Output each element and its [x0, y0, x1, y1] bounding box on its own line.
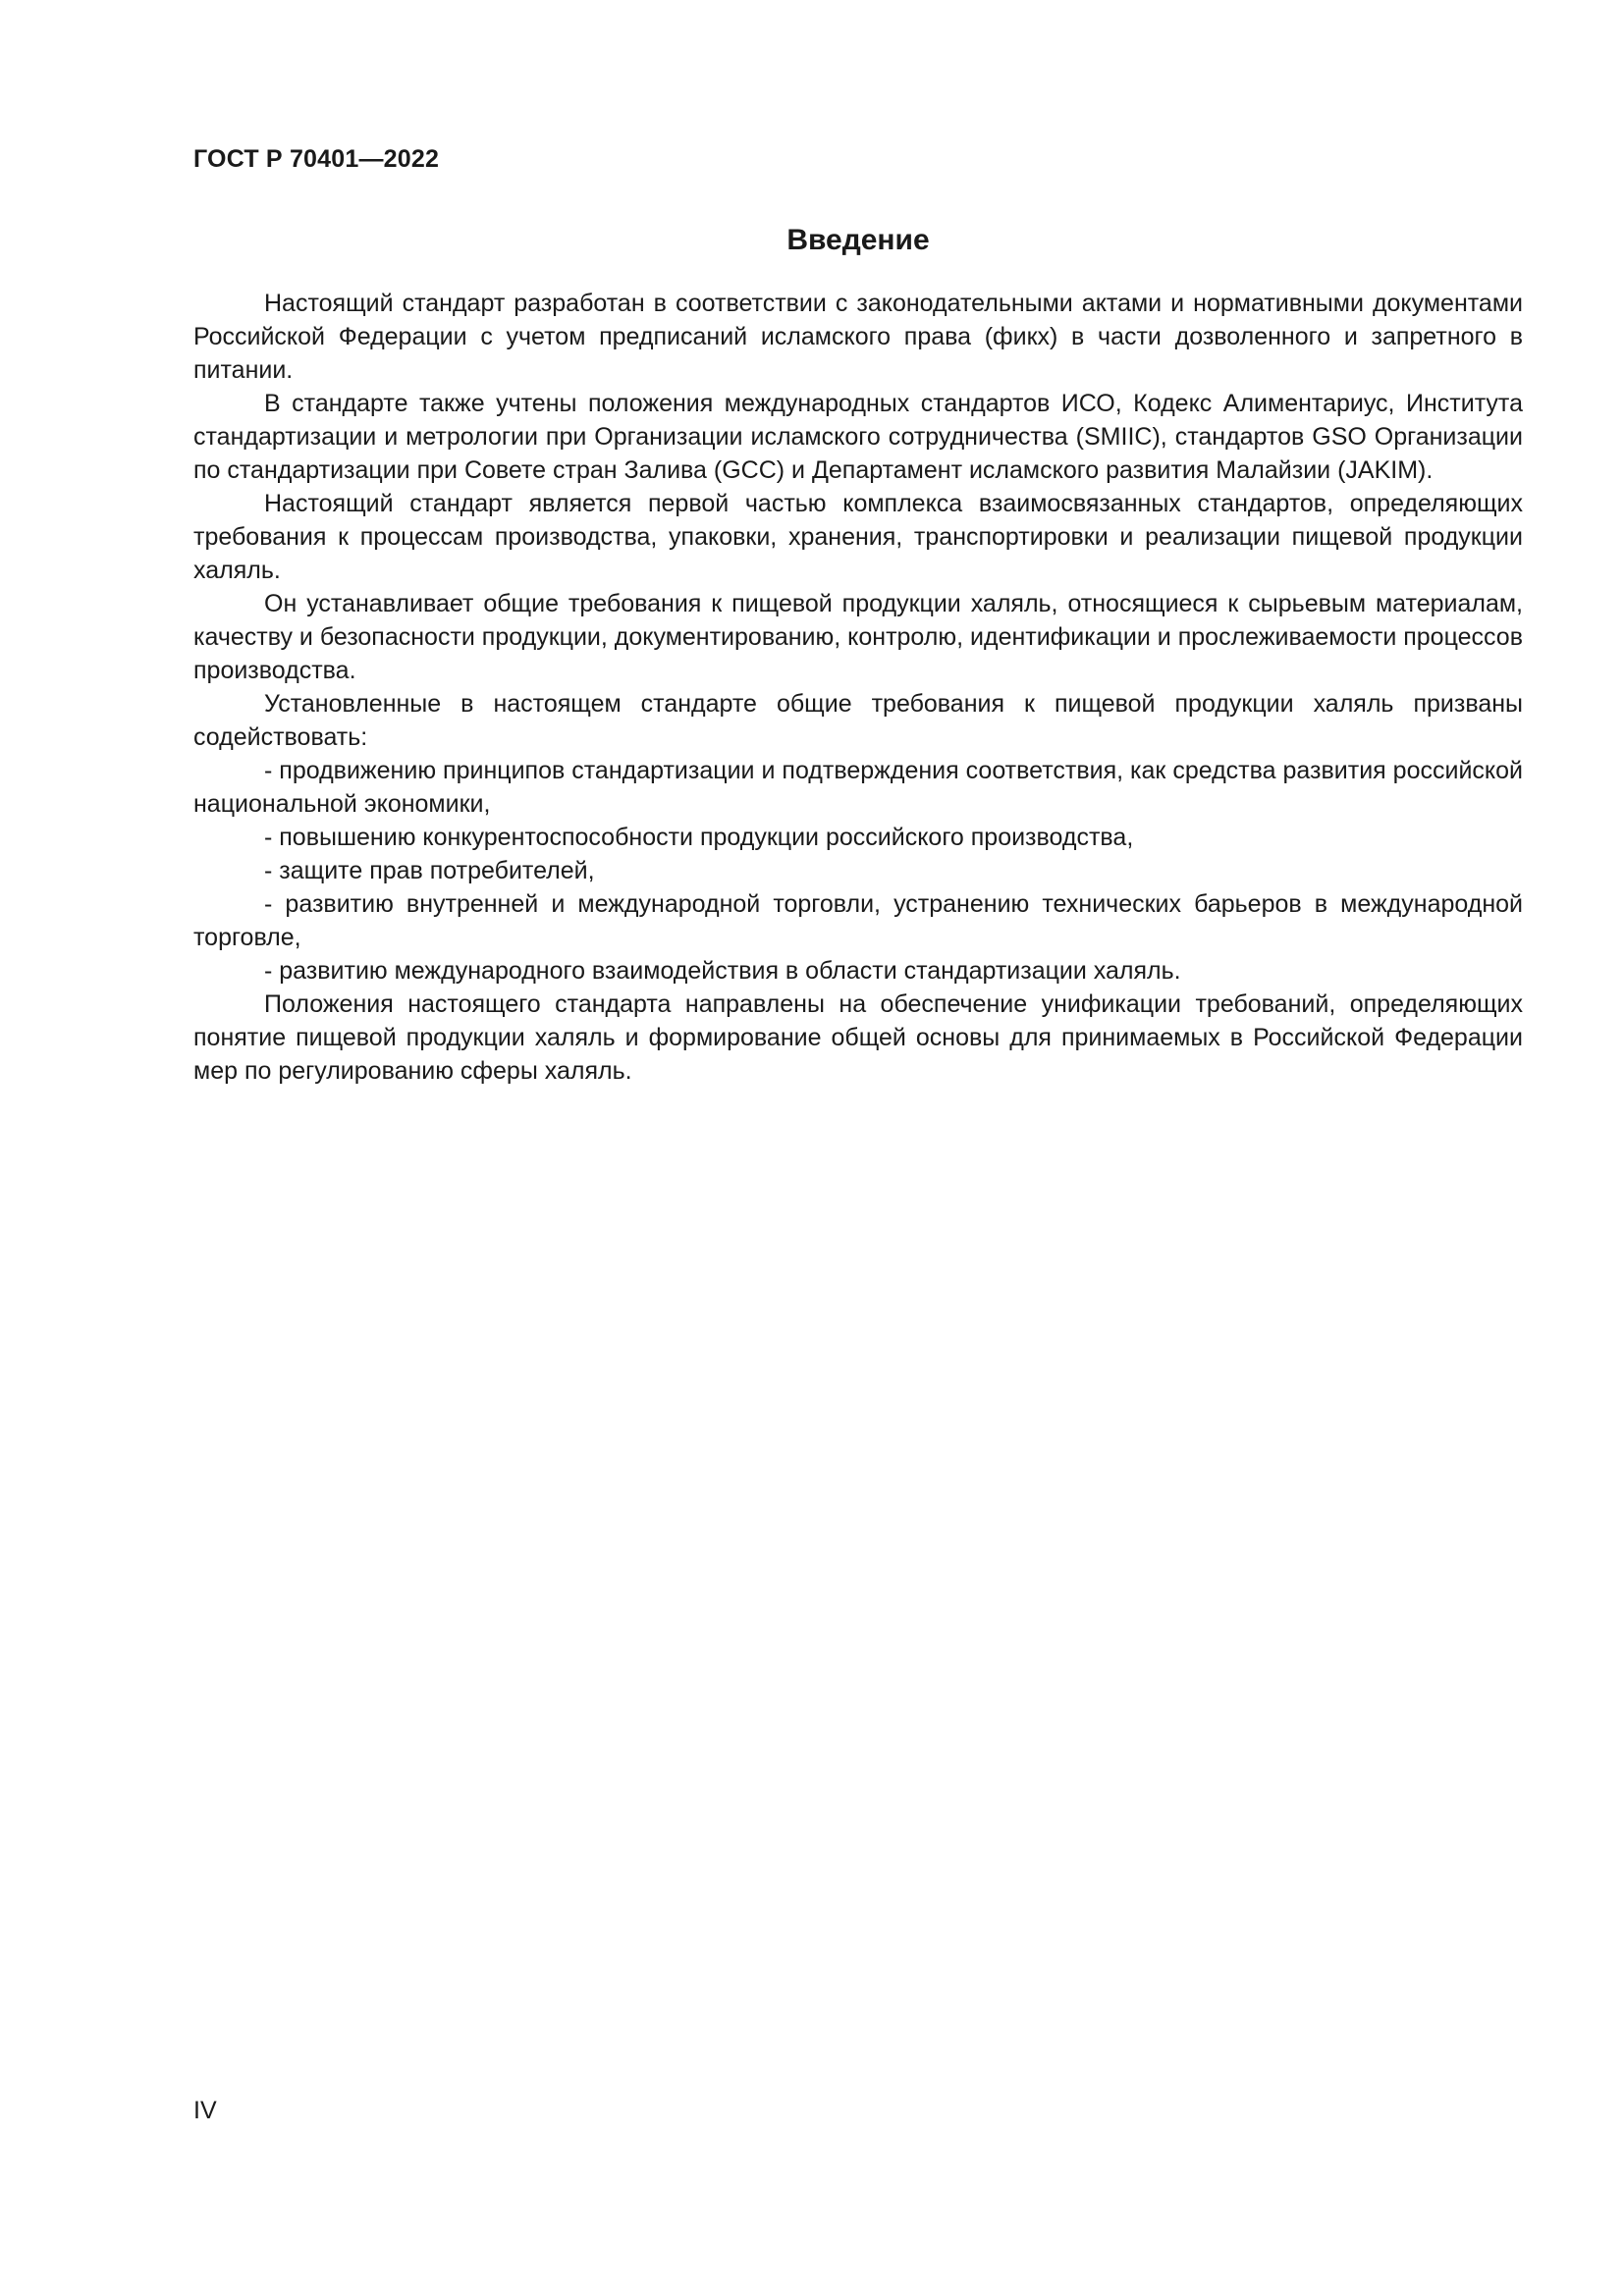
list-item-trade: - развитию внутренней и международной торговли, устранению технических барьеров в международной торговле,: [193, 890, 1523, 951]
paragraph-goals-intro: Установленные в настоящем стандарте общие требования к пищевой продукции халяль призваны содействовать:: [193, 690, 1523, 751]
document-code: ГОСТ Р 70401—2022: [193, 145, 440, 173]
paragraph-purpose: Настоящий стандарт разработан в соответствии с законодательными актами и нормативными документами Российской Федерации с учетом предписаний исламского права (фикх) в части дозволенного и запретного в питании.: [193, 290, 1523, 384]
paragraph-scope: Он устанавливает общие требования к пищевой продукции халяль, относящиеся к сырьевым материалам, качеству и безопасности продукции, документированию, контролю, идентификации и прослеживаемости процессов производства.: [193, 590, 1523, 684]
paragraph-international-standards: В стандарте также учтены положения международных стандартов ИСО, Кодекс Алиментариус, Института стандартизации и метрологии при Организации исламского сотрудничества (SMIIC), стандартов GSO Организации по стандартизации при Совете стран Залива (GCC) и Департамент исламского развития Малайзии (JAKIM).: [193, 390, 1523, 484]
introduction-body: [193, 287, 1523, 1088]
list-item-consumer-rights: - защите прав потребителей,: [264, 857, 595, 884]
section-title: Введение: [786, 224, 930, 256]
paragraph-series-part: Настоящий стандарт является первой частью комплекса взаимосвязанных стандартов, определяющих требования к процессам производства, упаковки, хранения, транспортировки и реализации пищевой продукции халяль.: [193, 490, 1523, 584]
paragraph-conclusion: Положения настоящего стандарта направлены на обеспечение унификации требований, определяющих понятие пищевой продукции халяль и формирование общей основы для принимаемых в Российской Федерации мер по регулированию сферы халяль.: [193, 990, 1523, 1085]
page-number: IV: [193, 2097, 217, 2124]
list-item-cooperation: - развитию международного взаимодействия в области стандартизации халяль.: [264, 957, 1181, 985]
list-item-competitiveness: - повышению конкурентоспособности продукции российского производства,: [264, 824, 1134, 851]
list-item-standardization: - продвижению принципов стандартизации и подтверждения соответствия, как средства развития российской национальной экономики,: [193, 757, 1523, 818]
